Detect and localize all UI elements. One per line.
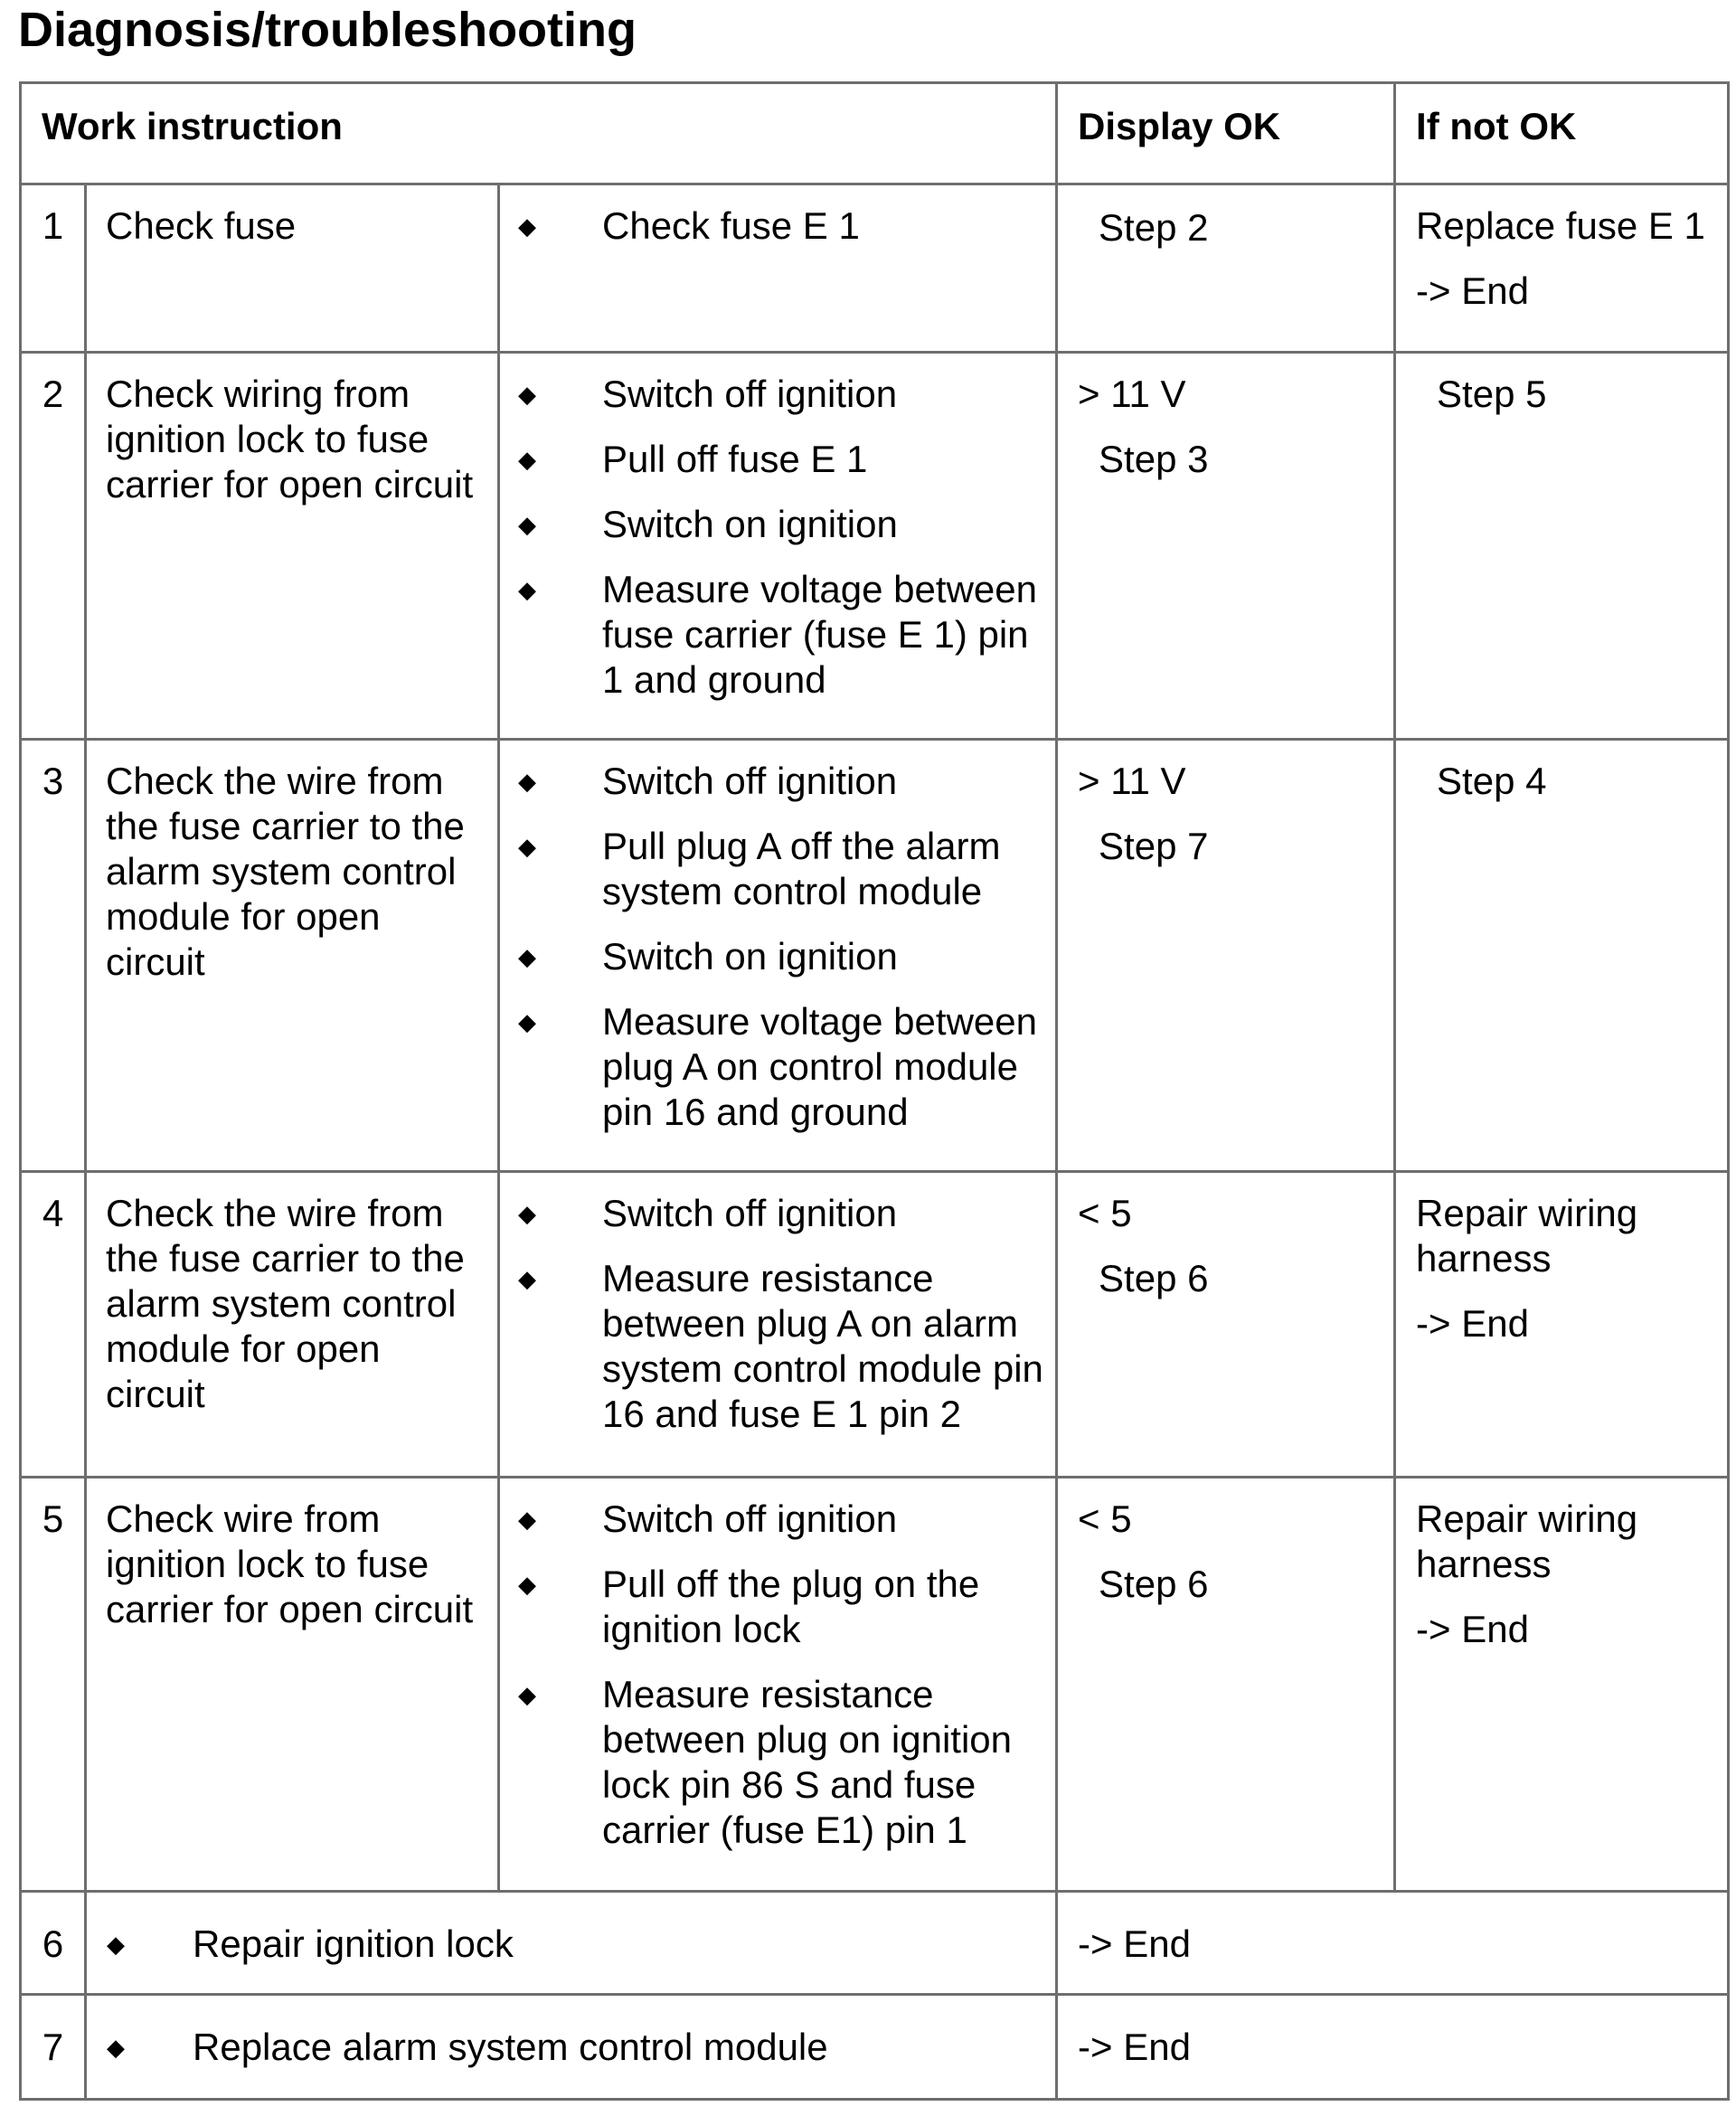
display-ok-cell: [1057, 1172, 1395, 1478]
table-row: [21, 1892, 1729, 1995]
bullet-diamond-icon: ◆: [518, 511, 536, 538]
page-title: Diagnosis/troubleshooting: [18, 3, 637, 57]
instruction-text: Pull off fuse E 1: [602, 438, 868, 480]
step-number: 5: [21, 1478, 86, 1892]
bullet-diamond-icon: ◆: [518, 213, 536, 240]
step-instructions: [499, 1172, 1057, 1478]
display-ok-next-step: Step 3: [1099, 438, 1209, 480]
if-not-ok-cell: [1395, 740, 1729, 1172]
header-work-instruction: Work instruction: [21, 83, 1057, 184]
if-not-ok-text: Step 5: [1437, 373, 1547, 415]
step-instructions: [86, 1892, 1057, 1995]
display-ok-value: > 11 V: [1078, 760, 1186, 802]
bullet-diamond-icon: ◆: [107, 2034, 125, 2061]
if-not-ok-text: Replace fuse E 1: [1416, 204, 1705, 247]
result-cell: -> End: [1057, 1892, 1729, 1995]
instruction-item: [107, 1922, 1044, 1967]
table-row: [21, 184, 1729, 353]
step-number: 7: [21, 1995, 86, 2100]
instruction-item: [518, 1256, 1044, 1437]
instruction-text: Switch off ignition: [602, 373, 898, 415]
display-ok-next-step: Step 7: [1099, 825, 1209, 867]
instruction-text: Repair ignition lock: [193, 1922, 514, 1965]
header-if-not-ok: If not OK: [1395, 83, 1729, 184]
table-row: [21, 1478, 1729, 1892]
instruction-item: [518, 1191, 1044, 1236]
instruction-text: Measure voltage between plug A on control module pin 16 and ground: [602, 1000, 1037, 1133]
instruction-text: Measure resistance between plug on ignition lock pin 86 S and fuse carrier (fuse E1) pin 1: [602, 1673, 1013, 1851]
instruction-text: Switch on ignition: [602, 935, 898, 978]
instruction-item: [518, 999, 1044, 1135]
step-instructions: [86, 1995, 1057, 2100]
display-ok-cell: [1057, 1478, 1395, 1892]
step-description: Check wiring from ignition lock to fuse carrier for open circuit: [86, 353, 499, 740]
instruction-item: [518, 934, 1044, 979]
bullet-diamond-icon: ◆: [518, 381, 536, 408]
step-number: 4: [21, 1172, 86, 1478]
instruction-item: [107, 2025, 1044, 2070]
step-instructions: [499, 1478, 1057, 1892]
bullet-diamond-icon: ◆: [518, 1571, 536, 1598]
instruction-text: Replace alarm system control module: [193, 2026, 828, 2068]
step-description: Check the wire from the fuse carrier to the alarm system control module for open circuit: [86, 740, 499, 1172]
step-description: Check wire from ignition lock to fuse carrier for open circuit: [86, 1478, 499, 1892]
display-ok-value: < 5: [1078, 1192, 1132, 1234]
display-ok-value: > 11 V: [1078, 373, 1186, 415]
bullet-diamond-icon: ◆: [518, 1200, 536, 1227]
bullet-diamond-icon: ◆: [518, 1265, 536, 1292]
if-not-ok-text: -> End: [1416, 1608, 1529, 1650]
step-description: Check the wire from the fuse carrier to the alarm system control module for open circuit: [86, 1172, 499, 1478]
instruction-text: Switch on ignition: [602, 503, 898, 545]
instruction-text: Pull plug A off the alarm system control module: [602, 825, 1001, 912]
result-cell: -> End: [1057, 1995, 1729, 2100]
instruction-text: Switch off ignition: [602, 1497, 898, 1540]
display-ok-next-step: Step 6: [1099, 1563, 1209, 1605]
table-row: [21, 1995, 1729, 2100]
display-ok-cell: [1057, 740, 1395, 1172]
display-ok-cell: [1057, 184, 1395, 353]
if-not-ok-cell: [1395, 184, 1729, 353]
instruction-item: [518, 759, 1044, 804]
bullet-diamond-icon: ◆: [518, 576, 536, 603]
if-not-ok-cell: [1395, 1478, 1729, 1892]
bullet-diamond-icon: ◆: [107, 1931, 125, 1958]
step-number: 2: [21, 353, 86, 740]
bullet-diamond-icon: ◆: [518, 446, 536, 473]
instruction-item: [518, 372, 1044, 417]
if-not-ok-text: Step 4: [1437, 760, 1547, 802]
step-number: 6: [21, 1892, 86, 1995]
instruction-text: Check fuse E 1: [602, 204, 860, 247]
instruction-item: [518, 502, 1044, 547]
bullet-diamond-icon: ◆: [518, 1008, 536, 1035]
instruction-item: [518, 1672, 1044, 1853]
instruction-text: Measure resistance between plug A on alarm system control module pin 16 and fuse E 1 pin 2: [602, 1257, 1043, 1435]
if-not-ok-text: Repair wiring harness: [1416, 1497, 1638, 1585]
bullet-diamond-icon: ◆: [518, 1681, 536, 1708]
troubleshooting-table: [19, 81, 1730, 2101]
table-row: [21, 353, 1729, 740]
if-not-ok-cell: [1395, 1172, 1729, 1478]
header-row: [21, 83, 1729, 184]
instruction-item: [518, 1497, 1044, 1542]
bullet-diamond-icon: ◆: [518, 1506, 536, 1533]
instruction-item: [518, 203, 1044, 249]
display-ok-value: < 5: [1078, 1497, 1132, 1540]
instruction-text: Pull off the plug on the ignition lock: [602, 1563, 980, 1650]
if-not-ok-text: Repair wiring harness: [1416, 1192, 1638, 1280]
step-number: 1: [21, 184, 86, 353]
instruction-item: [518, 567, 1044, 703]
instruction-text: Switch off ignition: [602, 1192, 898, 1234]
table-row: [21, 1172, 1729, 1478]
step-instructions: [499, 184, 1057, 353]
display-ok-next-step: Step 2: [1099, 206, 1209, 249]
display-ok-cell: [1057, 353, 1395, 740]
if-not-ok-text: -> End: [1416, 269, 1529, 312]
if-not-ok-text: -> End: [1416, 1302, 1529, 1345]
step-instructions: [499, 353, 1057, 740]
if-not-ok-cell: [1395, 353, 1729, 740]
step-instructions: [499, 740, 1057, 1172]
step-number: 3: [21, 740, 86, 1172]
display-ok-next-step: Step 6: [1099, 1257, 1209, 1299]
table-row: [21, 740, 1729, 1172]
instruction-item: [518, 437, 1044, 482]
header-display-ok: Display OK: [1057, 83, 1395, 184]
instruction-item: [518, 1562, 1044, 1652]
bullet-diamond-icon: ◆: [518, 833, 536, 860]
step-description: Check fuse: [86, 184, 499, 353]
instruction-text: Switch off ignition: [602, 760, 898, 802]
bullet-diamond-icon: ◆: [518, 768, 536, 795]
instruction-item: [518, 824, 1044, 914]
bullet-diamond-icon: ◆: [518, 943, 536, 970]
instruction-text: Measure voltage between fuse carrier (fuse E 1) pin 1 and ground: [602, 568, 1037, 701]
